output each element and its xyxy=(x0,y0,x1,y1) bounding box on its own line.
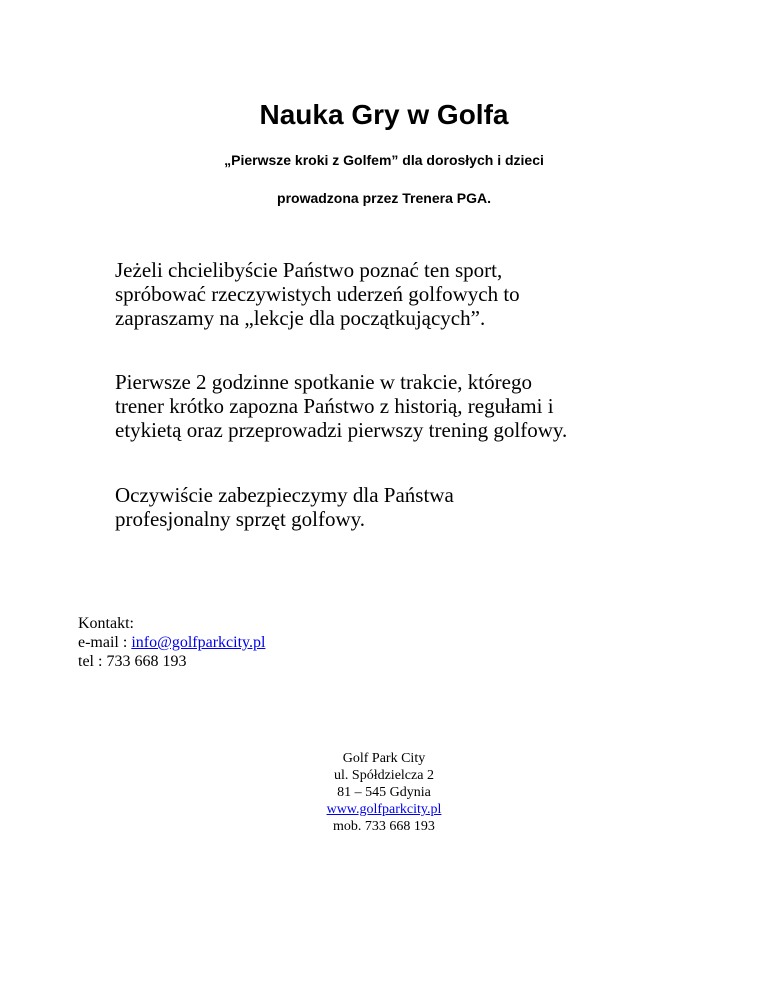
paragraph-line: trener krótko zapozna Państwo z historią, regułami i xyxy=(115,394,554,418)
paragraph-first-meeting xyxy=(115,370,715,442)
contact-block xyxy=(78,614,265,671)
street-address: ul. Spółdzielcza 2 xyxy=(334,768,434,783)
contact-tel-row xyxy=(78,652,265,671)
paragraph-intro xyxy=(115,258,715,330)
paragraph-line: Jeżeli chcielibyście Państwo poznać ten sport, xyxy=(115,258,503,282)
subtitle-line-1: „Pierwsze kroki z Golfem” dla dorosłych i dzieci xyxy=(224,152,544,168)
subtitle-line-2: prowadzona przez Trenera PGA. xyxy=(277,190,491,206)
address-block xyxy=(0,750,768,835)
document-title: Nauka Gry w Golfa xyxy=(259,99,509,130)
tel-label: tel : xyxy=(78,653,107,670)
company-name: Golf Park City xyxy=(342,751,426,766)
paragraph-line: Pierwsze 2 godzinne spotkanie w trakcie, którego xyxy=(115,370,532,394)
paragraph-line: spróbować rzeczywistych uderzeń golfowych to xyxy=(115,282,520,306)
paragraph-line: zapraszamy na „lekcje dla początkujących”. xyxy=(115,306,486,330)
postal-city: 81 – 545 Gdynia xyxy=(337,785,431,800)
website-link[interactable]: www.golfparkcity.pl xyxy=(326,802,442,817)
paragraph-equipment xyxy=(115,483,715,531)
website-row xyxy=(0,801,768,818)
contact-heading: Kontakt: xyxy=(78,615,134,632)
mobile-number: mob. 733 668 193 xyxy=(333,819,435,834)
tel-value: 733 668 193 xyxy=(106,653,187,670)
contact-email-row xyxy=(78,633,265,652)
paragraph-line: Oczywiście zabezpieczymy dla Państwa xyxy=(115,483,454,507)
paragraph-line: profesjonalny sprzęt golfowy. xyxy=(115,507,365,531)
paragraph-line: etykietą oraz przeprowadzi pierwszy trening golfowy. xyxy=(115,418,568,442)
email-label: e-mail : xyxy=(78,634,132,651)
email-link[interactable]: info@golfparkcity.pl xyxy=(131,634,266,651)
